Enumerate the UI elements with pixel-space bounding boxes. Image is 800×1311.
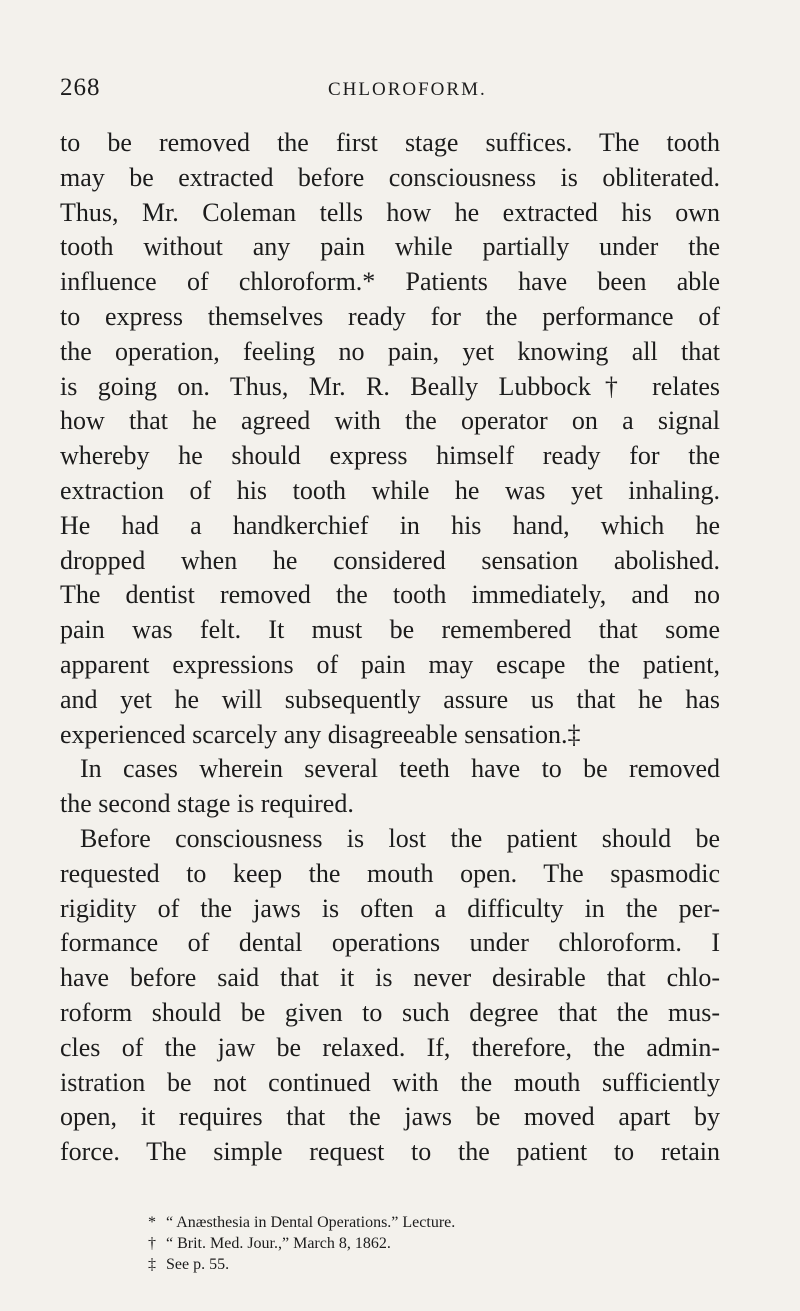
text-line: and yet he will subsequently assure us that he has: [60, 684, 720, 714]
text-line: open, it requires that the jaws be moved apart by: [60, 1102, 720, 1132]
text-line: Thus, Mr. Coleman tells how he extracted his own: [60, 197, 720, 227]
footnote: [60, 1254, 720, 1275]
body-text: [60, 126, 720, 1170]
text-line: In cases wherein several teeth have to be removed: [80, 754, 720, 784]
text-line: have before said that it is never desirable that chlo-: [60, 963, 720, 993]
text-line: the operation, feeling no pain, yet knowing all that: [60, 336, 720, 366]
text-line: requested to keep the mouth open. The spasmodic: [60, 858, 720, 888]
footnote: [60, 1233, 720, 1254]
text-line: istration be not continued with the mouth sufficiently: [60, 1067, 720, 1097]
text-line: is going on. Thus, Mr. R. Beally Lubbock† relates: [60, 371, 720, 401]
text-line: formance of dental operations under chloroform. I: [60, 928, 720, 958]
footnote-mark: *: [148, 1214, 156, 1231]
footnote-text: “ Anæsthesia in Dental Operations.” Lecture.: [166, 1214, 456, 1231]
text-line: to express themselves ready for the performance of: [60, 301, 720, 331]
footnotes: [60, 1212, 720, 1275]
text-line: may be extracted before consciousness is obliterated.: [60, 162, 720, 192]
text-line: whereby he should express himself ready for the: [60, 441, 720, 471]
text-line: extraction of his tooth while he was yet inhaling.: [60, 475, 720, 505]
running-title: CHLOROFORM.: [328, 79, 487, 100]
footnote-text: See p. 55.: [166, 1256, 230, 1273]
footnote-mark: †: [148, 1235, 156, 1252]
text-line: He had a handkerchief in his hand, which he: [60, 510, 720, 540]
text-line: tooth without any pain while partially under the: [60, 232, 720, 262]
text-line: rigidity of the jaws is often a difficulty in the per-: [60, 893, 720, 923]
text-line: experienced scarcely any disagreeable sensation.‡: [60, 719, 581, 749]
text-line: Before consciousness is lost the patient should be: [80, 823, 720, 853]
text-line: roform should be given to such degree that the mus-: [60, 997, 720, 1027]
text-line: pain was felt. It must be remembered that some: [60, 615, 720, 645]
text-line: cles of the jaw be relaxed. If, therefore, the admin-: [60, 1032, 720, 1062]
text-line: The dentist removed the tooth immediately, and no: [60, 580, 720, 610]
footnote-text: “ Brit. Med. Jour.,” March 8, 1862.: [166, 1235, 391, 1252]
text-line: dropped when he considered sensation abolished.: [60, 545, 720, 575]
page-number: 268: [60, 74, 101, 101]
footnote: [60, 1212, 720, 1233]
text-line: force. The simple request to the patient to retain: [60, 1137, 720, 1167]
footnote-mark: ‡: [148, 1256, 156, 1273]
text-line: apparent expressions of pain may escape the patient,: [60, 649, 720, 679]
text-line: to be removed the first stage suffices. The tooth: [60, 128, 720, 157]
text-line: the second stage is required.: [60, 789, 354, 819]
running-head: [60, 74, 720, 108]
text-line: influence of chloroform.* Patients have been able: [60, 267, 720, 297]
text-line: how that he agreed with the operator on a signal: [60, 406, 720, 436]
